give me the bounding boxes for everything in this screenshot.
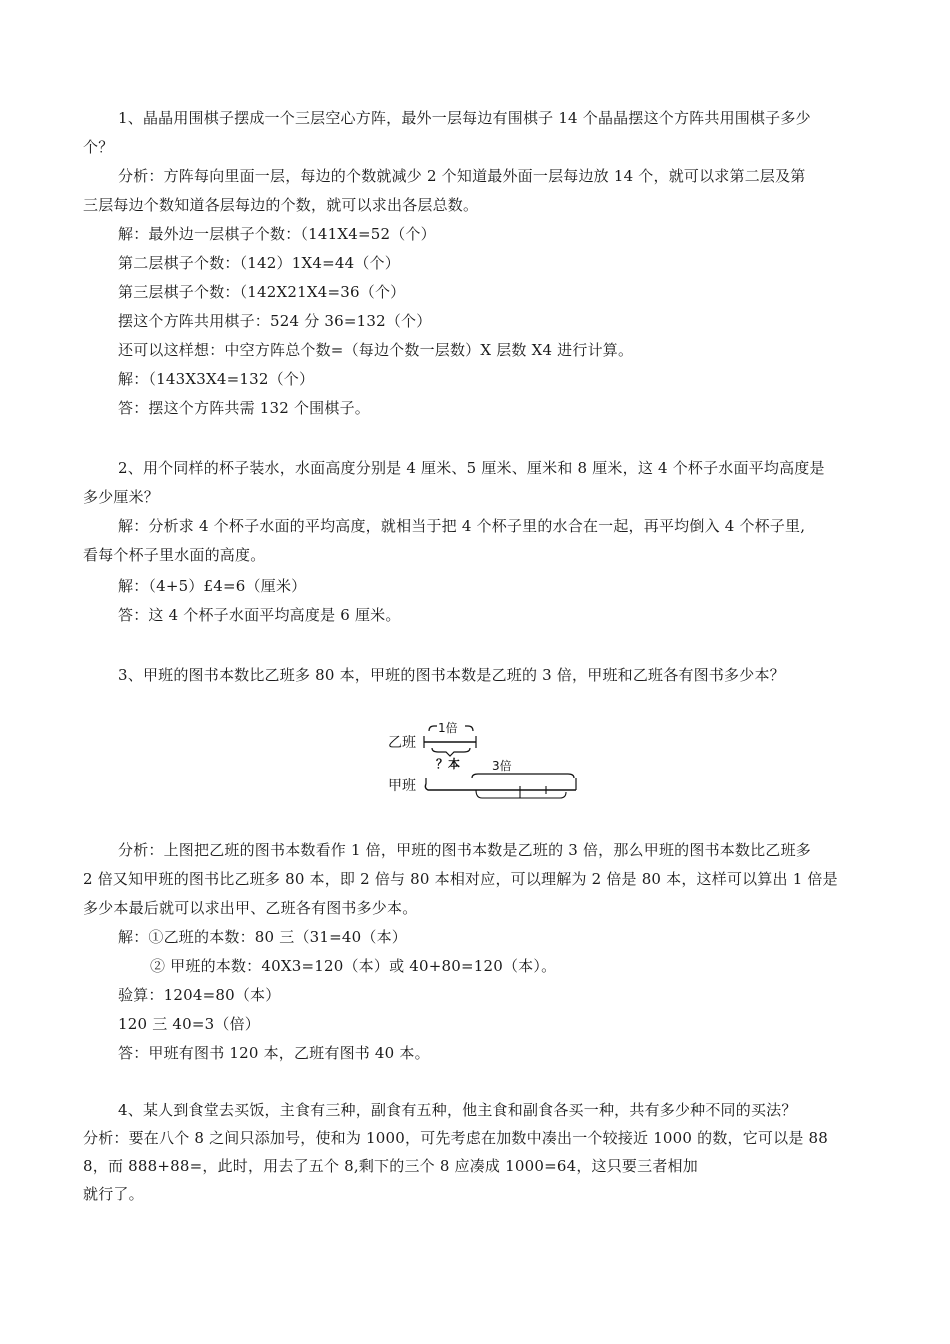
brace-ben (432, 748, 470, 756)
q4-analysis-line1: 分析：要在八个 8 之间只添加号，使和为 1000，可先考虑在加数中凑出一个较接近 1000 的数，它可以是 88 (83, 1129, 828, 1147)
q3-title: 3、甲班的图书本数比乙班多 80 本，甲班的图书本数是乙班的 3 倍，甲班和乙班各有图书多少本？ (118, 666, 785, 684)
label-3bei: 3倍 (492, 759, 512, 773)
q2-answer: 答：这 4 个杯子水面平均高度是 6 厘米。 (118, 606, 401, 624)
label-jia-class: 甲班 (388, 778, 416, 794)
label-1bei: 1倍 (438, 721, 458, 735)
q3-check2: 120 三 40=3（倍） (118, 1015, 260, 1033)
bar-jia (425, 784, 576, 790)
q2-title-line2: 多少厘米？ (83, 488, 160, 506)
q1-analysis-line1: 分析：方阵每向里面一层，每边的个数就减少 2 个知道最外面一层每边放 14 个，就可以求第二层及第 (118, 167, 806, 185)
brace-3bei (472, 774, 574, 778)
brace-lower (476, 790, 566, 798)
q1-step1: 解：最外边一层棋子个数：（141X4=52（个） (118, 225, 436, 243)
label-ben: ？本 (436, 757, 461, 771)
q4-title: 4、某人到食堂去买饭，主食有三种，副食有五种，他主食和副食各买一种，共有多少种不同的买法？ (118, 1101, 797, 1119)
line-segment-diagram (380, 716, 580, 802)
q1-step2: 第二层棋子个数：（142）1X4=44（个） (118, 254, 400, 272)
segment-ticks (520, 786, 546, 798)
q1-step3: 第三层棋子个数：（142X21X4=36（个） (118, 283, 406, 301)
q2-title-line1: 2、用个同样的杯子装水，水面高度分别是 4 厘米、5 厘米、厘米和 8 厘米，这 4 个杯子水面平均高度是 (118, 459, 825, 477)
q3-analysis-line2: 2 倍又知甲班的图书比乙班多 80 本，即 2 倍与 80 本相对应，可以理解为 2 倍是 80 本，这样可以算出 1 倍是 (83, 870, 838, 888)
q3-answer: 答：甲班有图书 120 本，乙班有图书 40 本。 (118, 1044, 430, 1062)
q1-title-line2: 个？ (83, 138, 114, 156)
q2-solution: 解：（4+5）£4=6（厘米） (118, 577, 307, 595)
q1-step4: 摆这个方阵共用棋子：524 分 36=132（个） (118, 312, 432, 330)
q3-analysis-line3: 多少本最后就可以求出甲、乙班各有图书多少本。 (83, 899, 418, 917)
q1-step5: 还可以这样想：中空方阵总个数=（每边个数一层数）X 层数 X4 进行计算。 (118, 341, 634, 359)
q2-analysis-line1: 解：分析求 4 个杯子水面的平均高度，就相当于把 4 个杯子里的水合在一起，再平均倒入 4 个杯子里, (118, 517, 806, 535)
bar-jia-ends (426, 778, 576, 790)
label-yi-class: 乙班 (388, 735, 416, 751)
q1-analysis-line2: 三层每边个数知道各层每边的个数，就可以求出各层总数。 (83, 196, 479, 214)
q1-answer: 答：摆这个方阵共需 132 个围棋子。 (118, 399, 370, 417)
q3-check1: 验算：1204=80（本） (118, 986, 281, 1004)
q4-analysis-line2: 8，而 888+88=，此时，用去了五个 8,剩下的三个 8 应凑成 1000=64，这只要三者相加 (83, 1157, 698, 1175)
q1-step6: 解：（143X3X4=132（个） (118, 370, 315, 388)
q4-analysis-line3: 就行了。 (83, 1185, 144, 1203)
q2-analysis-line2: 看每个杯子里水面的高度。 (83, 546, 266, 564)
q3-analysis-line1: 分析：上图把乙班的图书本数看作 1 倍，甲班的图书本数是乙班的 3 倍，那么甲班的图书本数比乙班多 (118, 841, 811, 859)
q3-step1: 解：①乙班的本数：80 三（31=40（本） (118, 928, 407, 946)
q3-step2: ② 甲班的本数：40X3=120（本）或 40+80=120（本）。 (150, 957, 557, 975)
q1-title-line1: 1、晶晶用围棋子摆成一个三层空心方阵，最外一层每边有围棋子 14 个晶晶摆这个方阵共用围棋子多少 (118, 109, 811, 127)
